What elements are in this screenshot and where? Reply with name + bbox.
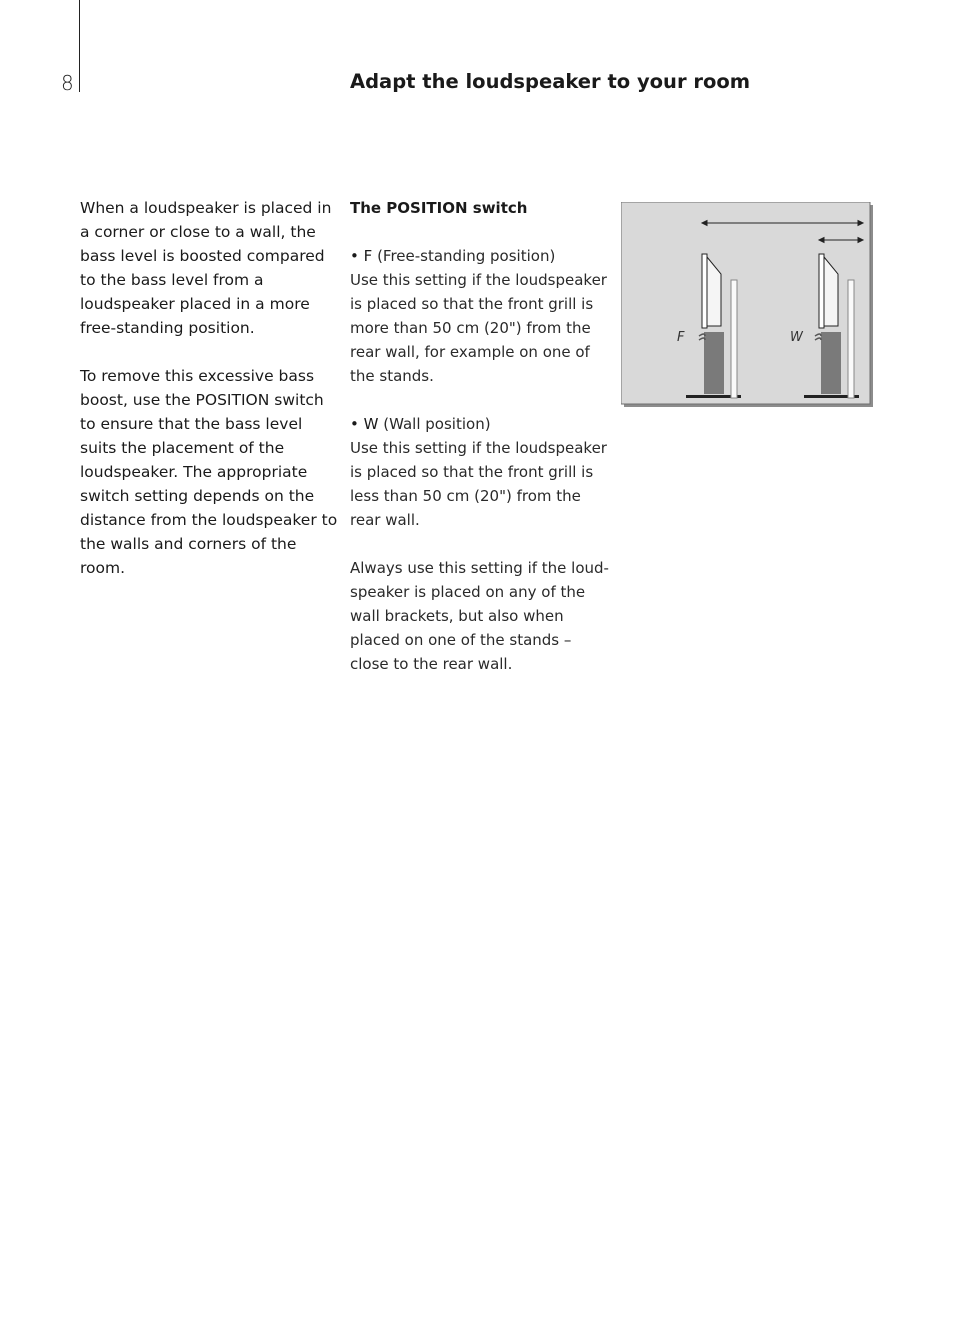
speaker-body [819, 254, 824, 328]
bullet: • [350, 415, 359, 433]
w-setting-block [350, 412, 612, 532]
f-setting-label: (Free-standing position) [377, 247, 556, 265]
intro-paragraph: To remove this excessive bass boost, use the POSITION switch to ensure that the bass level suits the placement of the loudspeaker. The appropriate switch setting depends on the distance from the loudspeaker to the walls and corners of the room. [80, 367, 338, 577]
speaker-body [702, 254, 707, 328]
placement-diagram [621, 202, 873, 407]
stand-post [731, 280, 737, 398]
f-setting-text: Use this setting if the loudspeaker is placed so that the front grill is more than 50 cm (20") from the rear wall, for example on one of the stands. [350, 271, 607, 385]
wall-bracket-note: Always use this setting if the loud-speaker is placed on any of the wall brackets, but also when placed on one of the stands – close to the rear wall. [350, 559, 609, 673]
w-setting-text: Use this setting if the loudspeaker is placed so that the front grill is less than 50 cm (20") from the rear wall. [350, 439, 607, 529]
intro-paragraph: When a loudspeaker is placed in a corner or close to a wall, the bass level is boosted compared to the bass level from a loudspeaker placed in a more free-standing position. [80, 199, 332, 337]
intro-column [80, 196, 342, 604]
stand-column [704, 332, 724, 394]
f-setting-block [350, 244, 612, 388]
speaker-placement-illustration [621, 202, 873, 407]
section-heading: The POSITION switch [350, 199, 528, 217]
position-switch-column [350, 196, 612, 700]
stand-post [848, 280, 854, 398]
label-f: F [677, 330, 685, 345]
f-setting-code: F [363, 247, 373, 265]
margin-rule [79, 0, 80, 92]
page-number: 8 [61, 71, 74, 95]
w-setting-label: (Wall position) [383, 415, 491, 433]
bullet: • [350, 247, 359, 265]
label-w: W [790, 330, 803, 345]
w-setting-code: W [363, 415, 379, 433]
stand-column [821, 332, 841, 394]
page-title: Adapt the loudspeaker to your room [350, 70, 751, 93]
